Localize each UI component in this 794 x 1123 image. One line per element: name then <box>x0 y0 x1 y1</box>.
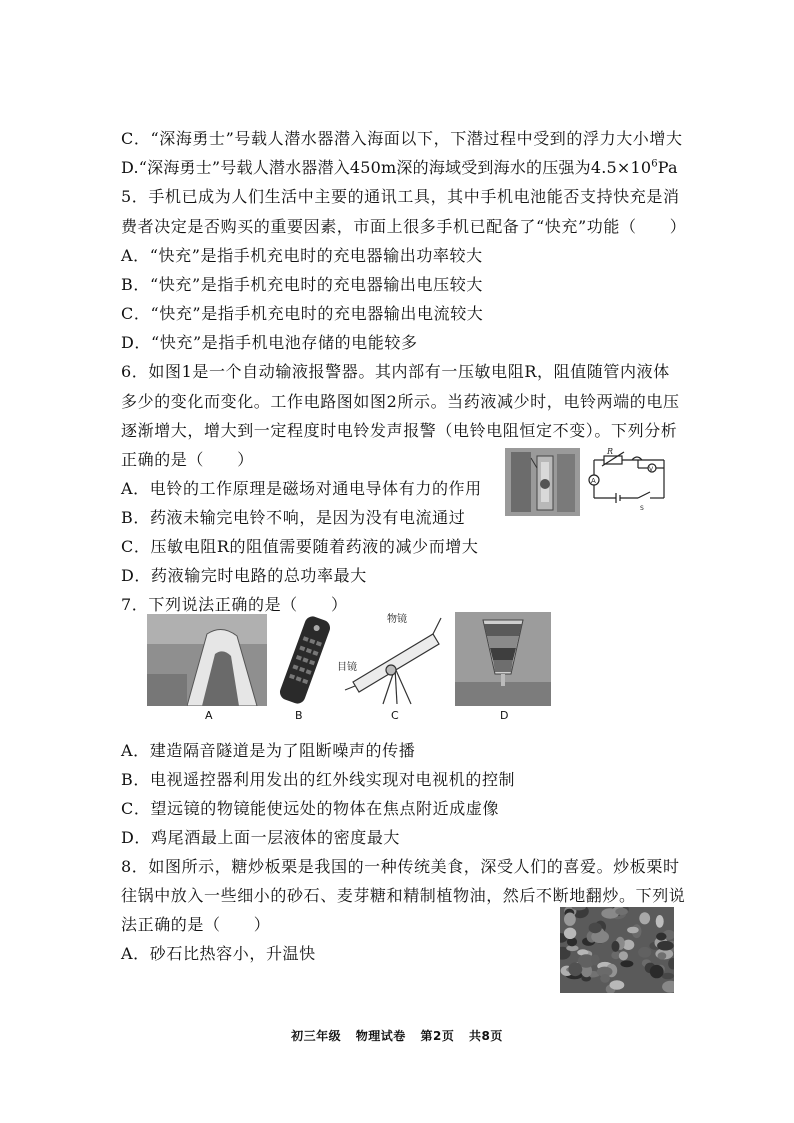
q7-label-a: A <box>205 709 213 722</box>
chestnut-blob <box>615 908 628 915</box>
chestnut-blob <box>589 923 602 934</box>
telescope-drawing <box>335 612 450 708</box>
q6-option-b: B．药液未输完电铃不响，是因为没有电流通过 <box>121 508 466 527</box>
chestnut-blob <box>610 980 625 990</box>
q7-option-d: D．鸡尾酒最上面一层液体的密度最大 <box>121 828 401 847</box>
chestnut-blob <box>668 958 674 969</box>
q7-option-c: C．望远镜的物镜能使远处的物体在焦点附近成虚像 <box>121 799 500 818</box>
chestnut-blob <box>656 933 666 941</box>
chestnut-blob <box>564 928 576 939</box>
chestnut-blob <box>658 952 667 959</box>
chestnut-blob <box>650 965 664 978</box>
q6-infusion-photo <box>505 448 580 516</box>
q6-stem-line4: 正确的是（ ） <box>121 450 254 469</box>
q4-option-c: C．“深海勇士”号载人潜水器潜入海面以下，下潜过程中受到的浮力大小增大 <box>121 129 683 148</box>
q8-option-a: A．砂石比热容小，升温快 <box>121 944 316 963</box>
q7-label-d: D <box>500 709 509 722</box>
telescope-objective-label: 物镜 <box>387 614 407 625</box>
circuit-drawing <box>582 446 674 512</box>
page-footer <box>0 1027 794 1044</box>
q6-option-d: D．药液输完时电路的总功率最大 <box>121 566 367 585</box>
chestnut-blob <box>591 954 600 965</box>
chestnut-blob <box>657 941 674 951</box>
chestnut-blob <box>662 981 674 993</box>
q8-chestnut-photo <box>560 907 674 993</box>
footer-subject: 物理试卷 <box>355 1029 406 1043</box>
circuit-r-label: R <box>607 447 614 456</box>
q4-option-d: D.“深海勇士”号载人潜水器潜入450m深的海域受到海水的压强为$4.5\times 10^6Pa$ <box>121 158 678 177</box>
q5-option-a: A．“快充”是指手机充电时的充电器输出功率较大 <box>121 246 483 265</box>
chestnut-blob <box>639 912 650 924</box>
q7-stem: 7．下列说法正确的是（ ） <box>121 595 348 614</box>
chestnut-blob <box>619 951 628 960</box>
q6-option-c: C．压敏电阻R的阻值需要随着药液的减少而增大 <box>121 537 479 556</box>
cocktail-drawing <box>455 612 551 706</box>
infusion-photo-drawing <box>505 448 580 516</box>
q8-stem-line2: 往锅中放入一些细小的砂石、麦芽糖和精制植物油，然后不断地翻炒。下列说 <box>121 886 686 905</box>
q7-option-a: A．建造隔音隧道是为了阻断噪声的传播 <box>121 741 416 760</box>
chestnut-blob <box>638 947 651 958</box>
q5-stem-line2: 费者决定是否购买的重要因素，市面上很多手机已配备了“快充”功能（ ） <box>121 217 687 236</box>
chestnut-blob <box>656 915 664 928</box>
chestnut-blob <box>564 913 576 926</box>
q6-stem-line3: 逐渐增大，增大到一定程度时电铃发声报警（电铃电阻恒定不变）。下列分析 <box>121 421 678 440</box>
remote-drawing <box>278 612 333 708</box>
footer-grade: 初三年级 <box>291 1029 342 1043</box>
q8-stem-line1: 8．如图所示，糖炒板栗是我国的一种传统美食，深受人们的喜爱。炒板栗时 <box>121 857 680 876</box>
q7-image-a-tunnel <box>147 614 267 706</box>
q6-option-a: A．电铃的工作原理是磁场对通电导体有力的作用 <box>121 479 482 498</box>
q6-stem-line2: 多少的变化而变化。工作电路图如图2所示。当药液减少时，电铃两端的电压 <box>121 392 680 411</box>
q7-image-c-telescope <box>335 612 450 708</box>
chestnut-blob <box>612 941 620 952</box>
footer-page: 第2页 <box>420 1029 455 1043</box>
q5-stem-line1: 5．手机已成为人们生活中主要的通讯工具，其中手机电池能否支持快充是消 <box>121 187 680 206</box>
chestnut-blob <box>568 962 582 976</box>
circuit-switch-label: S <box>640 505 644 512</box>
tunnel-drawing <box>147 614 267 706</box>
chestnut-blob <box>600 974 610 983</box>
circuit-ammeter-label: A <box>591 477 596 485</box>
q5-option-d: D．“快充”是指手机电池存储的电能较多 <box>121 333 418 352</box>
chestnut-blob <box>620 960 633 967</box>
q7-label-c: C <box>391 709 399 722</box>
footer-total: 共8页 <box>469 1029 503 1043</box>
q8-stem-line3: 法正确的是（ ） <box>121 915 271 934</box>
q7-option-b: B．电视遥控器利用发出的红外线实现对电视机的控制 <box>121 770 516 789</box>
q6-stem-line1: 6．如图1是一个自动输液报警器。其内部有一压敏电阻R，阻值随管内液体 <box>121 362 670 381</box>
chestnut-blob <box>662 973 674 980</box>
q7-image-d-cocktail <box>455 612 551 706</box>
q5-option-b: B．“快充”是指手机充电时的充电器输出电压较大 <box>121 275 483 294</box>
q5-option-c: C．“快充”是指手机充电时的充电器输出电流较大 <box>121 304 484 323</box>
chestnut-drawing <box>560 907 674 993</box>
telescope-eyepiece-label: 目镜 <box>337 662 357 673</box>
q7-image-b-remote <box>278 612 333 708</box>
chestnut-blob <box>627 927 639 934</box>
chestnut-blob <box>634 985 648 993</box>
q7-label-b: B <box>295 709 303 722</box>
q6-circuit-diagram <box>582 446 674 512</box>
circuit-voltmeter-label: V <box>649 466 654 473</box>
